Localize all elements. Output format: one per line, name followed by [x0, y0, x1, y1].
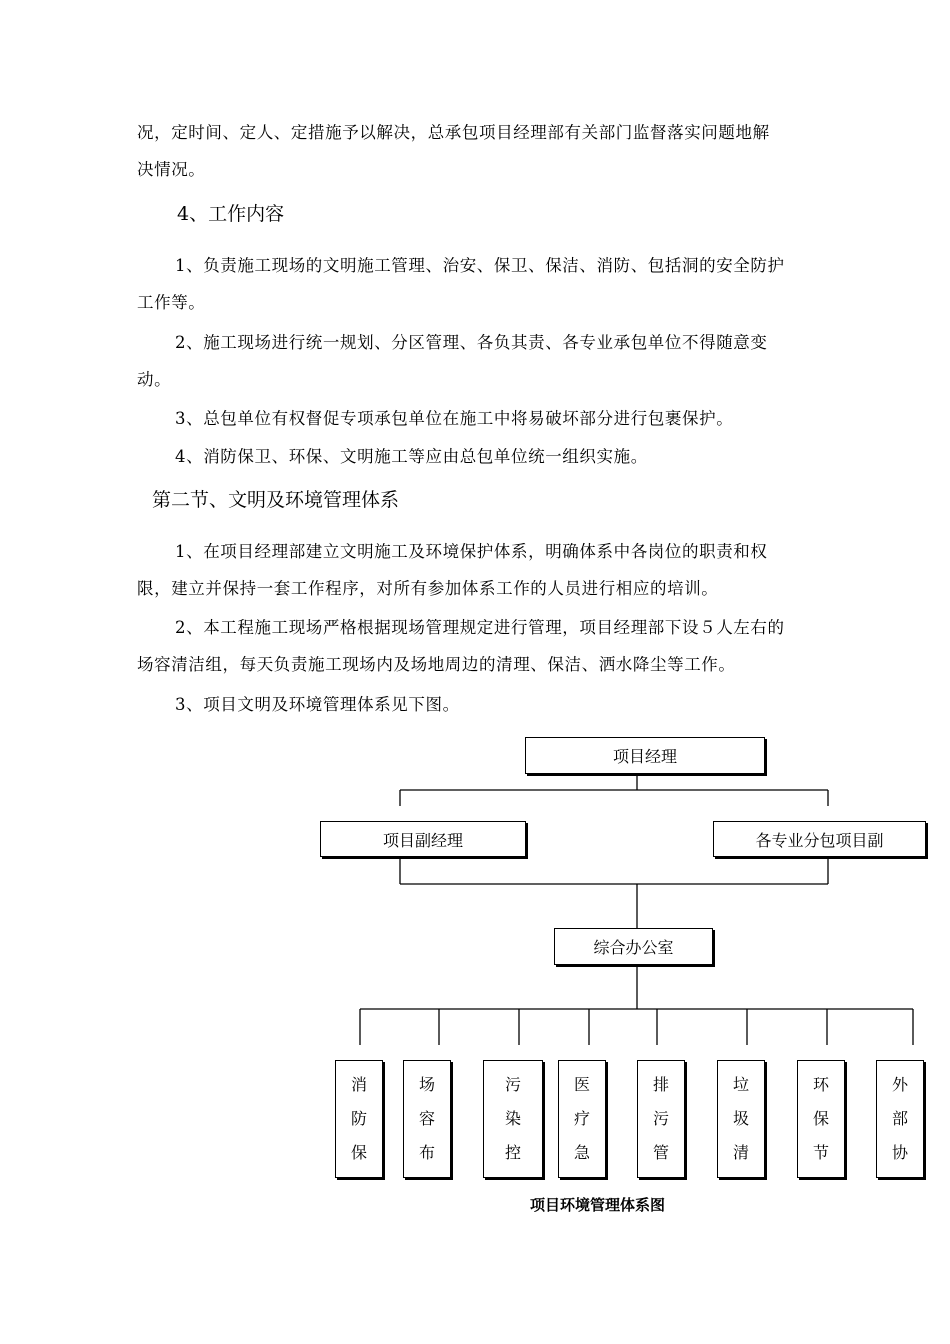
section-heading: 第二节、文明及环境管理体系	[152, 489, 400, 511]
paragraph-line: 2、施工现场进行统一规划、分区管理、各负其责、各专业承包单位不得随意变	[175, 333, 768, 352]
unit-char: 保	[350, 1143, 367, 1162]
org-unit-sewage-management	[637, 1060, 685, 1178]
unit-char: 容	[418, 1109, 435, 1128]
unit-char: 环	[812, 1075, 829, 1094]
unit-char: 防	[350, 1109, 367, 1128]
org-unit-pollution-control	[483, 1060, 543, 1178]
unit-char: 控	[504, 1143, 521, 1162]
unit-char: 垃	[732, 1075, 749, 1094]
paragraph-line: 决情况。	[137, 160, 206, 179]
paragraph-line: 2、本工程施工现场严格根据现场管理规定进行管理，项目经理部下设５人左右的	[175, 618, 785, 637]
unit-char: 排	[652, 1075, 669, 1094]
paragraph-line: 工作等。	[137, 293, 206, 312]
org-node-deputy-manager: 项目副经理	[320, 821, 526, 857]
unit-char: 节	[812, 1143, 829, 1162]
unit-char: 医	[573, 1075, 590, 1094]
paragraph-line: 3、总包单位有权督促专项承包单位在施工中将易破坏部分进行包裹保护。	[175, 409, 734, 428]
unit-char: 污	[504, 1075, 521, 1094]
org-unit-garbage-cleanup	[717, 1060, 765, 1178]
org-node-project-manager: 项目经理	[525, 737, 765, 774]
unit-char: 圾	[732, 1109, 749, 1128]
org-unit-site-layout	[403, 1060, 451, 1178]
unit-char: 急	[573, 1143, 590, 1162]
unit-char: 保	[812, 1109, 829, 1128]
paragraph-line: 场容清洁组，每天负责施工现场内及场地周边的清理、保洁、洒水降尘等工作。	[137, 655, 736, 674]
paragraph-line: 4、消防保卫、环保、文明施工等应由总包单位统一组织实施。	[175, 447, 648, 466]
paragraph-line: 1、在项目经理部建立文明施工及环境保护体系，明确体系中各岗位的职责和权	[175, 542, 768, 561]
paragraph-line: 限，建立并保持一套工作程序，对所有参加体系工作的人员进行相应的培训。	[137, 579, 719, 598]
unit-char: 外	[891, 1075, 908, 1094]
org-unit-medical-emergency	[558, 1060, 606, 1178]
unit-char: 污	[652, 1109, 669, 1128]
unit-char: 管	[652, 1143, 669, 1162]
org-unit-fire-security	[335, 1060, 383, 1178]
unit-char: 布	[418, 1143, 435, 1162]
unit-char: 清	[732, 1143, 749, 1162]
paragraph-line: 1、负责施工现场的文明施工管理、治安、保卫、保洁、消防、包括洞的安全防护	[175, 256, 785, 275]
paragraph-line: 3、项目文明及环境管理体系见下图。	[175, 695, 460, 714]
paragraph-line: 况，定时间、定人、定措施予以解决，总承包项目经理部有关部门监督落实问题地解	[137, 123, 770, 142]
org-node-subcontract-deputy: 各专业分包项目副	[713, 821, 926, 857]
figure-caption: 项目环境管理体系图	[530, 1196, 666, 1214]
org-unit-environmental-saving	[797, 1060, 845, 1178]
unit-char: 场	[418, 1075, 435, 1094]
org-unit-external-coordination	[876, 1060, 924, 1178]
unit-char: 染	[504, 1109, 521, 1128]
unit-char: 部	[891, 1109, 908, 1128]
org-node-general-office: 综合办公室	[554, 928, 713, 965]
subheading-work-content: 4、工作内容	[177, 203, 285, 225]
paragraph-line: 动。	[137, 370, 172, 389]
unit-char: 消	[350, 1075, 367, 1094]
unit-char: 协	[891, 1143, 908, 1162]
unit-char: 疗	[573, 1109, 590, 1128]
